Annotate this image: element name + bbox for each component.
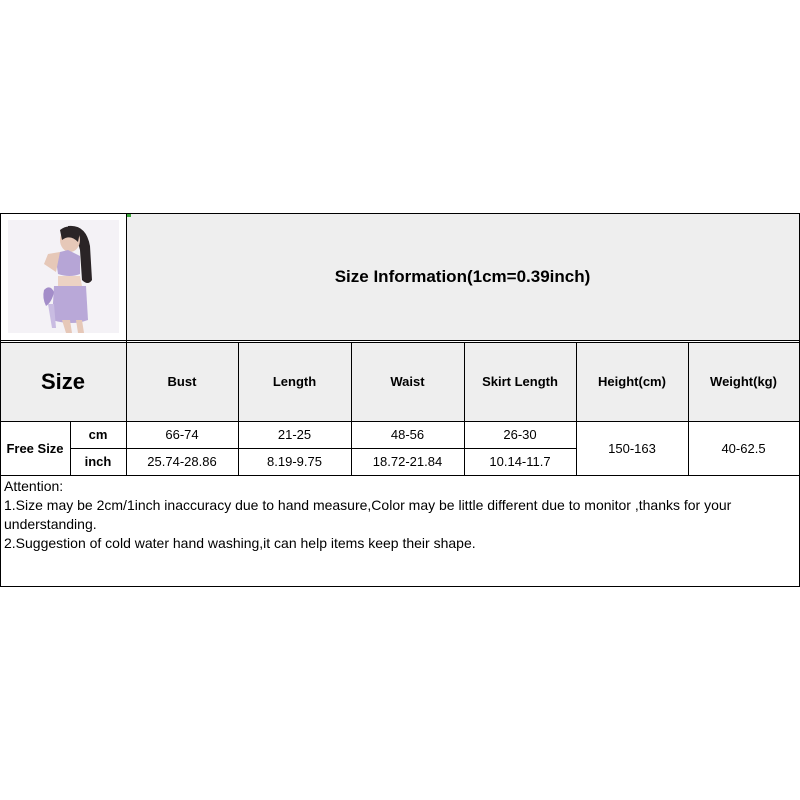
note-line-1: 1.Size may be 2cm/1inch inaccuracy due to hand measure,Color may be little different due to monitor ,thanks for your understanding. <box>4 497 732 532</box>
col-header-weight: Weight(kg) <box>710 374 777 389</box>
inch-bust: 25.74-28.86 <box>147 454 217 469</box>
size-chart <box>0 213 800 587</box>
cm-waist: 48-56 <box>390 427 425 442</box>
height-value: 150-163 <box>608 440 656 456</box>
col-header-waist: Waist <box>390 374 425 389</box>
model-image <box>8 220 119 333</box>
weight-value: 40-62.5 <box>721 440 766 456</box>
cm-length: 21-25 <box>277 427 312 442</box>
inch-skirt-length: 10.14-11.7 <box>489 454 551 469</box>
col-header-height: Height(cm) <box>598 374 666 389</box>
unit-inch: inch <box>84 454 112 469</box>
cm-bust: 66-74 <box>165 427 199 442</box>
attention-notes <box>4 477 794 553</box>
product-photo <box>8 220 119 333</box>
unit-cm: cm <box>88 427 108 442</box>
notes-heading: Attention: <box>4 478 64 494</box>
page-title: Size Information(1cm=0.39inch) <box>334 266 591 286</box>
size-header: Size <box>40 368 86 394</box>
inch-waist: 18.72-21.84 <box>372 454 443 469</box>
note-line-2: 2.Suggestion of cold water hand washing,it can help items keep their shape. <box>4 535 476 551</box>
row-group-label: Free Size <box>6 440 64 456</box>
cm-skirt-length: 26-30 <box>503 427 537 442</box>
col-header-skirt-length: Skirt Length <box>482 374 558 389</box>
col-header-length: Length <box>272 374 317 389</box>
inch-length: 8.19-9.75 <box>267 454 322 469</box>
col-header-bust: Bust <box>167 374 197 389</box>
